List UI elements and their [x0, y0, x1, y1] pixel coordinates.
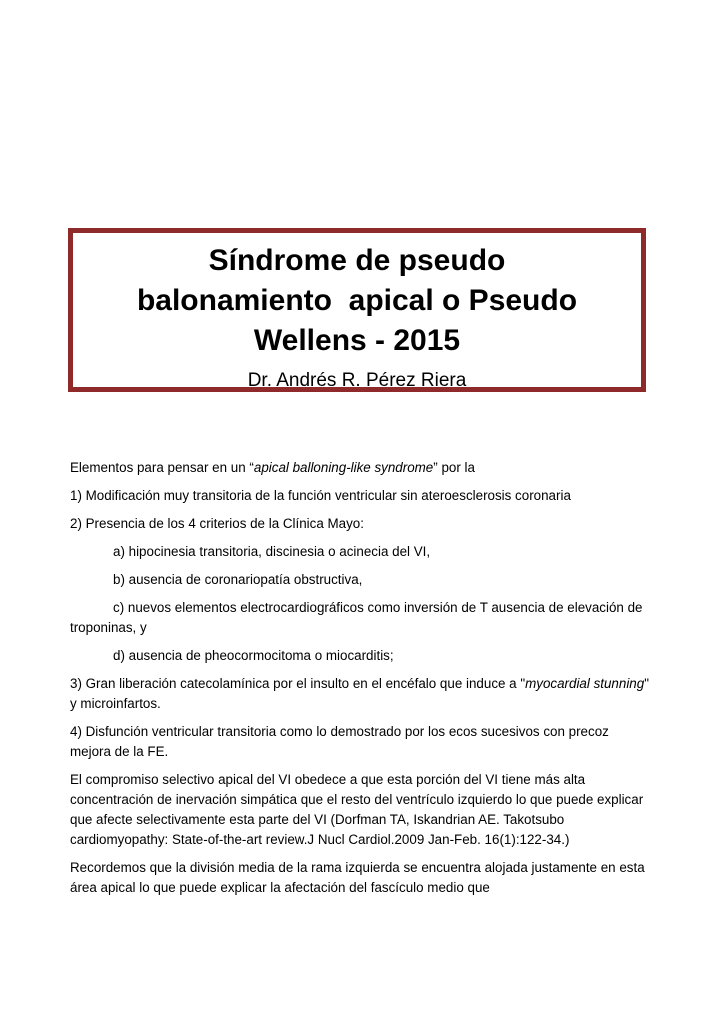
emphasis: apical balloning-like syndrome: [253, 460, 434, 475]
criterion-d: d) ausencia de pheocormocitoma o miocarditis;: [113, 648, 394, 663]
list-item-2: 2) Presencia de los 4 criterios de la Clínica Mayo:: [70, 516, 364, 531]
emphasis: myocardial stunning: [525, 676, 645, 691]
criterion-a: a) hipocinesia transitoria, discinesia o acinecia del VI,: [113, 544, 431, 559]
list-item-4: 4) Disfunción ventricular transitoria como lo demostrado por los ecos sucesivos con precoz mejora de la FE.: [70, 724, 609, 759]
list-item-3: 3) Gran liberación catecolamínica por el insulto en el encéfalo que induce a "myocardial stunning" y microinfartos.: [70, 676, 649, 711]
title-line: balonamiento apical o Pseudo: [136, 284, 578, 317]
title-box: [68, 228, 646, 392]
document-body: [70, 458, 650, 906]
criterion-b: b) ausencia de coronariopatía obstructiva,: [113, 572, 363, 587]
intro-paragraph: Elementos para pensar en un “apical balloning-like syndrome” por la: [70, 460, 475, 475]
author: Dr. Andrés R. Pérez Riera: [247, 370, 467, 391]
paragraph-1: El compromiso selectivo apical del VI obedece a que esta porción del VI tiene más alta concentración de inervación simpática que el resto del ventrículo izquierdo lo que puede explicar que afecte selectivamente esta parte del VI (Dorfman TA, Iskandrian AE. Takotsubo cardiomyopathy: State-of-the-art review.J Nucl Cardiol.2009 Jan-Feb. 16(1):122-34.): [70, 772, 644, 847]
title-line: Síndrome de pseudo: [208, 244, 506, 277]
paragraph-2: Recordemos que la división media de la rama izquierda se encuentra alojada justamente en esta área apical lo que puede explicar la afectación del fascículo medio que: [70, 860, 645, 895]
criterion-c: c) nuevos elementos electrocardiográficos como inversión de T ausencia de elevación de troponinas, y: [70, 600, 643, 635]
title-line: Wellens - 2015: [253, 324, 461, 357]
list-item-1: 1) Modificación muy transitoria de la función ventricular sin ateroesclerosis coronaria: [70, 488, 571, 503]
document-title: [73, 241, 641, 361]
